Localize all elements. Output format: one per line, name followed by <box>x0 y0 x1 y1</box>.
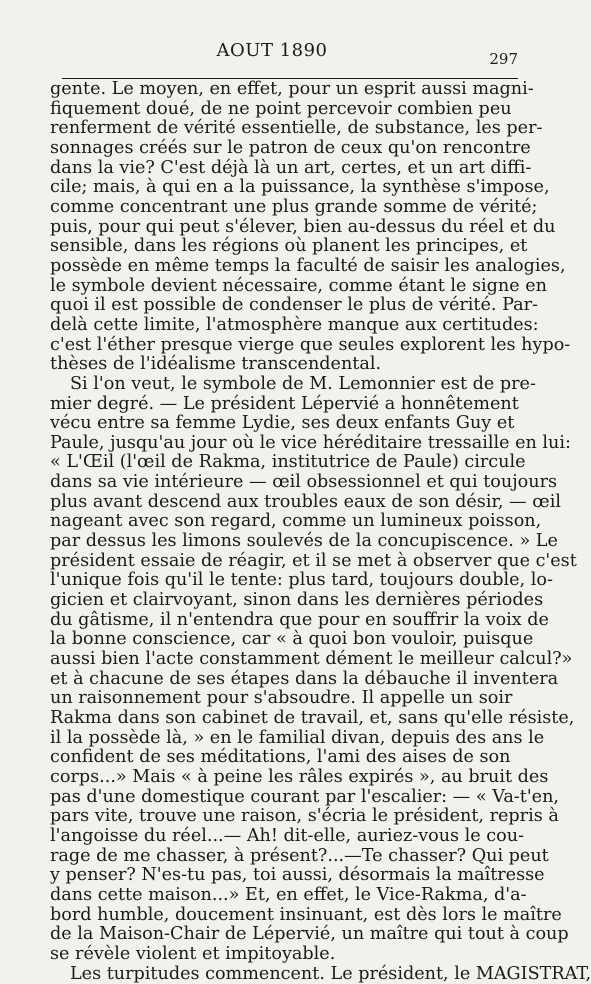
text-line: pas d'une domestique courant par l'escalier: — « Va-t'en, <box>50 786 559 807</box>
text-line: quoi il est possible de condenser le plus de vérité. Par- <box>50 295 538 316</box>
text-line: dans la vie? C'est déjà là un art, certes, et un art diffi- <box>50 157 532 178</box>
text-line: le symbole devient nécessaire, comme étant le signe en <box>50 275 548 296</box>
text-line: sensible, dans les régions où planent les principes, et <box>50 236 528 257</box>
text-line: la bonne conscience, car « à quoi bon vouloir, puisque <box>50 629 534 650</box>
page-header <box>0 34 544 68</box>
text-line: Rakma dans son cabinet de travail, et, sans qu'elle résiste, <box>50 708 575 728</box>
text-line: président essaie de réagir, et il se met à observer que c'est <box>50 550 577 571</box>
text-line: de la Maison-Chair de Lépervié, un maître qui tout à coup <box>50 924 569 945</box>
text-line: thèses de l'idéalisme transcendental. <box>50 354 382 375</box>
text-line: comme concentrant une plus grande somme de vérité; <box>50 196 538 217</box>
paragraph <box>50 963 591 984</box>
text-line: se révèle violent et impitoyable. <box>50 943 336 964</box>
text-line: vécu entre sa femme Lydie, ses deux enfants Guy et <box>50 413 515 434</box>
text-line: bord humble, doucement insinuant, est dès lors le maître <box>50 904 562 925</box>
paragraph <box>50 79 571 375</box>
text-line: gente. Le moyen, en effet, pour un esprit aussi magni- <box>50 79 534 99</box>
text-line: confident de ses méditations, l'ami des aises de son <box>50 747 511 768</box>
text-line: corps...» Mais « à peine les râles expirés », au bruit des <box>50 766 549 787</box>
text-line: dans sa vie intérieure — œil obsessionnel et qui toujours <box>50 472 558 493</box>
text-line: du gâtisme, il n'entendra que pour en souffrir la voix de <box>50 609 549 630</box>
text-line: mier degré. — Le président Lépervié a honnêtement <box>50 393 519 414</box>
text-line: plus avant descend aux troubles eaux de son désir, — œil <box>50 491 561 512</box>
text-line: et à chacune de ses étapes dans la débauche il inventera <box>50 668 559 689</box>
text-line: sonnages créés sur le patron de ceux qu'on rencontre <box>50 137 531 158</box>
text-line: Les turpitudes commencent. Le président, le MAGISTRAT, <box>70 963 591 984</box>
page-number: 297 <box>489 50 518 68</box>
text-line: pars vite, trouve une raison, s'écria le président, repris à <box>50 806 559 827</box>
text-line: delà cette limite, l'atmosphère manque aux certitudes: <box>50 314 539 335</box>
text-line: renferment de vérité essentielle, de substance, les per- <box>50 118 543 139</box>
text-line: puis, pour qui peut s'élever, bien au-dessus du réel et du <box>50 216 556 237</box>
text-line: nageant avec son regard, comme un lumineux poisson, <box>50 511 542 532</box>
body-text <box>50 79 591 984</box>
text-line: l'angoisse du réel...— Ah! dit-elle, auriez-vous le cou- <box>50 825 525 846</box>
text-line: c'est l'éther presque vierge que seules explorent les hypo- <box>50 334 571 355</box>
running-title: AOUT 1890 <box>216 40 328 61</box>
text-line: aussi bien l'acte constamment dément le meilleur calcul?» <box>50 649 573 670</box>
text-line: un raisonnement pour s'absoudre. Il appelle un soir <box>50 688 513 709</box>
text-line: par dessus les limons soulevés de la concupiscence. » Le <box>50 531 558 552</box>
text-line: cile; mais, à qui en a la puissance, la synthèse s'impose, <box>50 177 550 198</box>
text-line: Paule, jusqu'au jour où le vice héréditaire tressaille en lui: <box>50 432 571 453</box>
text-line: fiquement doué, de ne point percevoir combien peu <box>50 98 512 119</box>
text-line: rage de me chasser, à présent?...—Te chasser? Qui peut <box>50 845 549 866</box>
text-line: possède en même temps la faculté de saisir les analogies, <box>50 255 566 276</box>
paragraph <box>50 373 577 965</box>
text-line: « L'Œil (l'œil de Rakma, institutrice de Paule) circule <box>50 452 526 473</box>
text-line: Si l'on veut, le symbole de M. Lemonnier est de pre- <box>70 373 536 394</box>
text-line: gicien et clairvoyant, sinon dans les dernières périodes <box>50 590 544 611</box>
text-line: y penser? N'es-tu pas, toi aussi, désormais la maîtresse <box>50 865 545 886</box>
text-line: il la possède là, » en le familial divan, depuis des ans le <box>50 727 545 748</box>
text-line: l'unique fois qu'il le tente: plus tard, toujours double, lo- <box>50 570 553 591</box>
text-line: dans cette maison...» Et, en effet, le Vice-Rakma, d'a- <box>50 884 527 905</box>
